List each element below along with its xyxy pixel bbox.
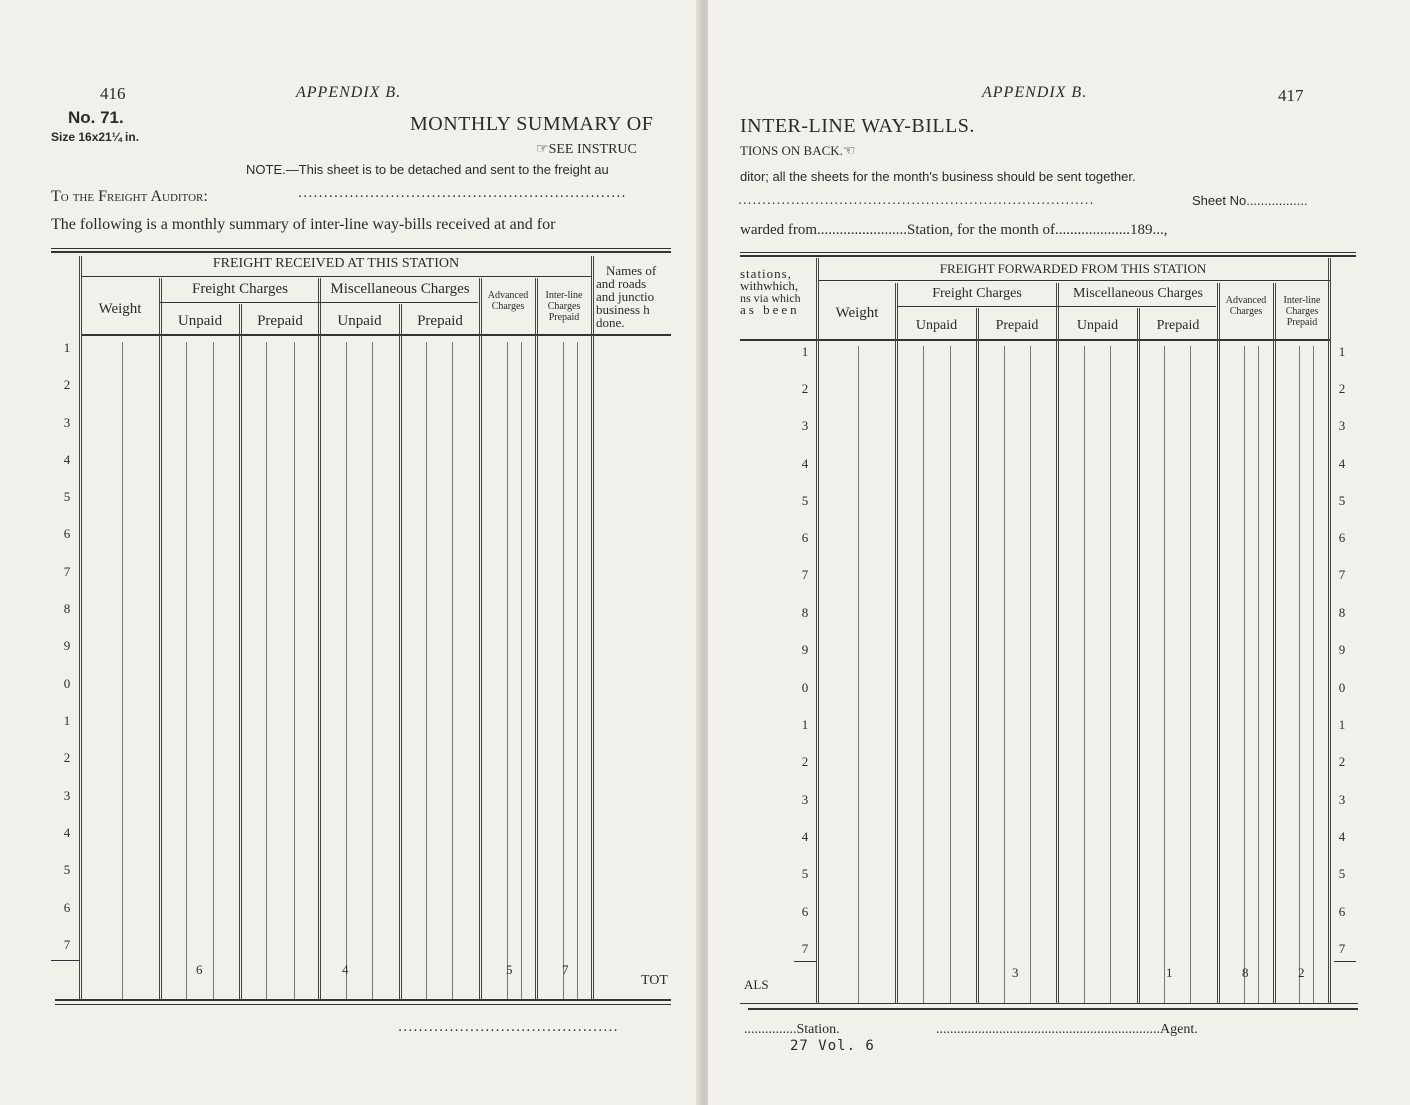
left-col-misc-charges: Miscellaneous Charges <box>330 281 470 297</box>
right-row-number-left: 7 <box>801 941 809 956</box>
left-footer-number: 4 <box>342 962 349 977</box>
agent-line: ................................................................Agent. <box>936 1022 1198 1037</box>
right-page-number: 417 <box>1278 86 1304 105</box>
right-page <box>708 0 1410 1105</box>
right-col-prepaid-2: Prepaid <box>1156 318 1200 333</box>
right-row-number-right: 6 <box>1338 530 1346 545</box>
right-row-number-left: 5 <box>801 493 809 508</box>
left-row-number: 3 <box>63 415 71 430</box>
left-col-interline: Inter-line Charges Prepaid <box>545 290 583 323</box>
right-footer-number: 3 <box>1012 965 1019 980</box>
right-col-misc-charges: Miscellaneous Charges <box>1073 286 1203 301</box>
left-running-head: APPENDIX B. <box>296 84 402 101</box>
right-footer-number: 1 <box>1166 965 1173 980</box>
right-row-number-right: 5 <box>1338 493 1346 508</box>
left-col-weight: Weight <box>98 301 142 317</box>
right-row-number-right: 0 <box>1338 680 1346 695</box>
right-row-number-left: 0 <box>801 680 809 695</box>
to-auditor: To the Freight Auditor: <box>51 188 208 205</box>
right-row-number-left: 3 <box>801 792 809 807</box>
right-row-number-left: 2 <box>801 381 809 396</box>
right-row-number-left: 1 <box>801 717 809 732</box>
see-instructions: SEE INSTRUC <box>548 142 637 157</box>
left-row-number: 1 <box>63 713 71 728</box>
right-totals-label: ALS <box>744 977 769 992</box>
left-footer-number: 7 <box>562 962 569 977</box>
left-col-advanced: Advanced Charges <box>487 290 529 312</box>
right-col-unpaid: Unpaid <box>915 318 958 333</box>
left-group-header: FREIGHT RECEIVED AT THIS STATION <box>212 256 460 271</box>
left-col-prepaid-2: Prepaid <box>417 313 463 329</box>
right-row-number-left: 5 <box>801 866 809 881</box>
right-running-head: APPENDIX B. <box>982 84 1088 101</box>
left-row-number: 9 <box>63 638 71 653</box>
left-col-names: Names of and roads and junctio business h done. <box>596 263 657 330</box>
left-col-prepaid: Prepaid <box>257 313 303 329</box>
right-col-prepaid: Prepaid <box>995 318 1039 333</box>
form-size: Size 16x21¼ in. <box>51 130 140 144</box>
see-instructions-continued: TIONS ON BACK. <box>740 143 843 158</box>
pointing-hand-icon: ☜ <box>842 144 856 159</box>
right-title: INTER-LINE WAY-BILLS. <box>740 115 975 137</box>
right-row-number-right: 9 <box>1338 642 1346 657</box>
right-row-number-right: 7 <box>1338 567 1346 582</box>
right-row-number-left: 8 <box>801 605 809 620</box>
right-footer-number: 8 <box>1242 965 1249 980</box>
right-row-number-left: 6 <box>801 530 809 545</box>
sheet-no: Sheet No................. <box>1192 193 1308 208</box>
right-row-number-left: 7 <box>801 567 809 582</box>
left-footer-number: 6 <box>196 962 203 977</box>
left-row-number: 1 <box>63 340 71 355</box>
right-row-number-right: 3 <box>1338 418 1346 433</box>
right-group-header: FREIGHT FORWARDED FROM THIS STATION <box>939 261 1207 276</box>
left-page-number: 416 <box>100 84 126 103</box>
right-col-advanced: Advanced Charges <box>1225 295 1267 317</box>
left-title: MONTHLY SUMMARY OF <box>410 113 654 135</box>
right-row-number-right: 8 <box>1338 605 1346 620</box>
right-row-number-left: 9 <box>801 642 809 657</box>
left-row-number: 0 <box>63 676 71 691</box>
right-row-number-left: 1 <box>801 344 809 359</box>
right-row-number-right: 2 <box>1338 381 1346 396</box>
right-row-number-right: 5 <box>1338 866 1346 881</box>
right-footer-number: 2 <box>1298 965 1305 980</box>
left-row-number: 8 <box>63 601 71 616</box>
right-row-number-left: 2 <box>801 754 809 769</box>
forwarded-line: warded from........................Station, for the month of....................189..., <box>740 222 1168 238</box>
signature-mark: 27 Vol. 6 <box>790 1038 875 1054</box>
left-row-number: 4 <box>63 452 71 467</box>
left-row-number: 4 <box>63 825 71 840</box>
right-row-number-right: 1 <box>1338 717 1346 732</box>
left-row-number: 6 <box>63 526 71 541</box>
left-bottom-dots: ........................................... <box>398 1020 619 1035</box>
station-line: ...............Station. <box>744 1022 840 1037</box>
left-totals-label: TOT <box>641 973 668 988</box>
left-row-number: 5 <box>63 862 71 877</box>
right-row-number-left: 3 <box>801 418 809 433</box>
right-row-number-left: 4 <box>801 829 809 844</box>
left-row-number: 2 <box>63 750 71 765</box>
left-row-number: 5 <box>63 489 71 504</box>
left-col-unpaid-2: Unpaid <box>337 313 382 329</box>
left-row-number: 7 <box>63 564 71 579</box>
left-row-number: 2 <box>63 377 71 392</box>
left-row-number: 7 <box>63 937 71 952</box>
right-row-number-right: 4 <box>1338 829 1346 844</box>
right-row-number-right: 2 <box>1338 754 1346 769</box>
right-row-number-right: 6 <box>1338 904 1346 919</box>
right-col-interline: Inter-line Charges Prepaid <box>1283 295 1321 328</box>
right-row-number-right: 7 <box>1338 941 1346 956</box>
right-row-number-left: 4 <box>801 456 809 471</box>
right-col-unpaid-2: Unpaid <box>1076 318 1119 333</box>
stations-header: stations, withwhich, ns via which as been <box>740 266 801 317</box>
left-note: NOTE.—This sheet is to be detached and sent to the freight au <box>246 162 609 177</box>
right-col-weight: Weight <box>835 305 879 321</box>
right-row-number-right: 4 <box>1338 456 1346 471</box>
right-dots-line: .......................................................................... <box>738 193 1095 207</box>
intro-line: The following is a monthly summary of inter-line way-bills received at and for <box>51 216 556 233</box>
right-row-number-right: 3 <box>1338 792 1346 807</box>
form-number: No. 71. <box>68 108 124 127</box>
left-col-unpaid: Unpaid <box>177 313 223 329</box>
left-page <box>0 0 700 1105</box>
to-auditor-dots: ................................................................ <box>298 186 627 201</box>
left-footer-number: 5 <box>506 962 513 977</box>
left-row-number: 3 <box>63 788 71 803</box>
right-col-freight-charges: Freight Charges <box>932 286 1022 301</box>
right-row-number-left: 6 <box>801 904 809 919</box>
left-row-number: 6 <box>63 900 71 915</box>
right-note: ditor; all the sheets for the month's business should be sent together. <box>740 169 1136 184</box>
left-col-freight-charges: Freight Charges <box>192 281 288 297</box>
right-row-number-right: 1 <box>1338 344 1346 359</box>
pointing-hand-icon: ☞ <box>536 142 549 157</box>
